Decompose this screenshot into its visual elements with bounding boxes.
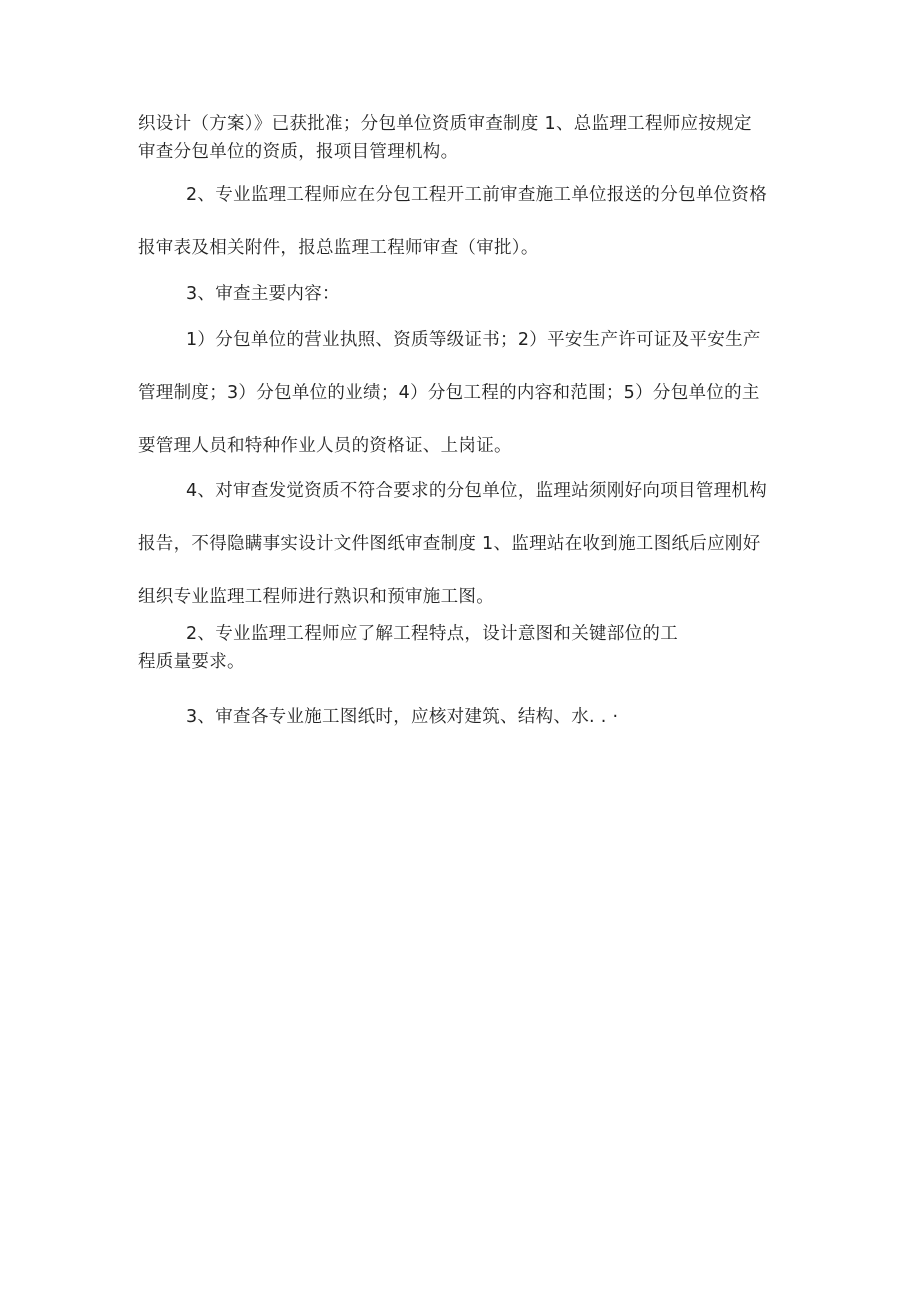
paragraph-qualification-intro: [138, 110, 786, 166]
text-line: 4、对审查发觉资质不符合要求的分包单位，监理站须刚好向项目管理机构: [186, 481, 768, 501]
paragraph-review-contents: [138, 314, 786, 473]
paragraph-item-4-nonconforming: [138, 465, 786, 624]
text-line: 织设计（方案）》已获批准；分包单位资质审查制度 1、总监理工程师应按规定: [138, 114, 752, 134]
text-line: 组织专业监理工程师进行熟识和预审施工图。: [138, 587, 494, 607]
text-line: 2、专业监理工程师应了解工程特点，设计意图和关键部位的工: [186, 624, 679, 644]
text-line: 报审表及相关附件，报总监理工程师审查（审批）。: [138, 238, 539, 258]
text-line: 2、专业监理工程师应在分包工程开工前审查施工单位报送的分包单位资格: [186, 185, 768, 205]
text-line: 1）分包单位的营业执照、资质等级证书；2）平安生产许可证及平安生产: [186, 330, 761, 350]
paragraph-item-2-engineering-features: [138, 620, 786, 676]
paragraph-item-2-subcontract-review: [138, 169, 786, 275]
text-line: 要管理人员和特种作业人员的资格证、上岗证。: [138, 436, 512, 456]
paragraph-item-3-heading: [138, 280, 786, 308]
paragraph-item-3-drawing-check: [138, 703, 786, 731]
text-line: 程质量要求。: [138, 652, 245, 672]
text-line: 审查分包单位的资质，报项目管理机构。: [138, 142, 459, 162]
text-line: 3、审查各专业施工图纸时，应核对建筑、结构、水. . ·: [186, 707, 619, 727]
text-line: 管理制度；3）分包单位的业绩；4）分包工程的内容和范围；5）分包单位的主: [138, 383, 760, 403]
text-line: 3、审查主要内容：: [186, 284, 340, 304]
text-line: 报告，不得隐瞒事实设计文件图纸审查制度 1、监理站在收到施工图纸后应刚好: [138, 534, 761, 554]
